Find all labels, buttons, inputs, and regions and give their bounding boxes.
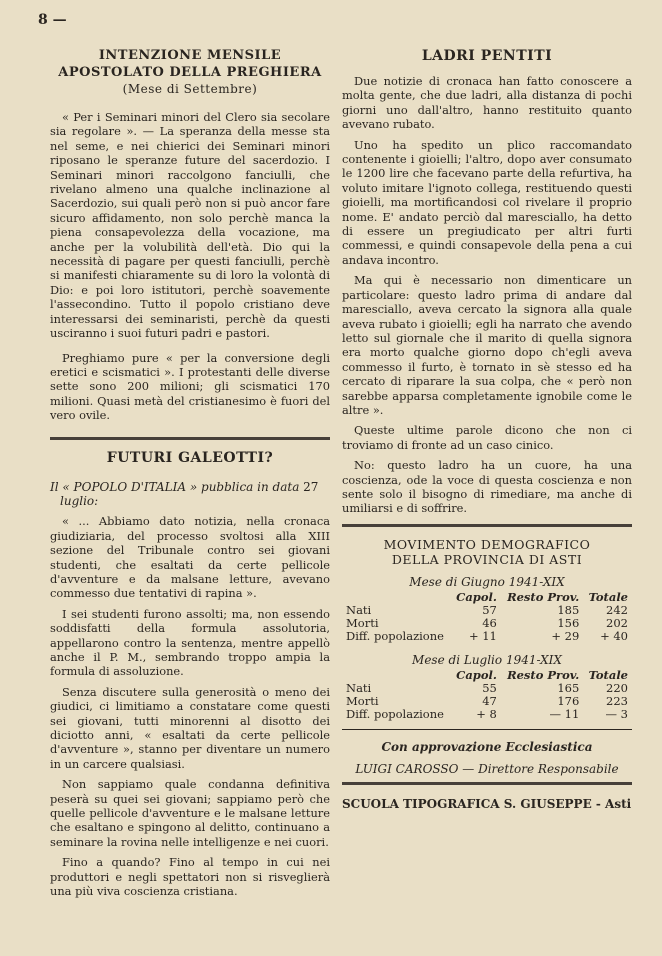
intention-paragraph-1: « Per i Seminari minori del Clero sia secolare sia regolare ». — La speranza della messe sta nel seme, e nei chierici dei Seminari minori riposano le speranze future del sacerdozio. I Seminari minori raccolgono fanciulli, che rivelano almeno una qualche inclinazione al Sacerdozio, sui quali però non si può ancor fare sicuro affidamento, non solo perchè manca la piena consapevolezza della vocazione, ma anche per la volubilità dell'età. Dio qui la necessità di pagare per questi fanciulli, perchè si manifesti chiaramente su di loro la volontà di Dio: e poi loro istitutori, perchè soavemente l'assecondino. Tutto il popolo cristiano deve interessarsi dei seminaristi, perchè da questi usciranno i suoi futuri padri e pastori. (50, 110, 330, 341)
ladri-paragraph-4: Queste ultime parole dicono che non ci troviamo di fronte ad un caso cinico. (342, 423, 632, 452)
july-table (342, 669, 632, 721)
july-col-totale: Totale (588, 667, 628, 682)
galeotti-paragraph-1: « ... Abbiamo dato notizia, nella cronaca giudiziaria, del processo svoltosi alla XIII sezione del Tribunale contro sei giovani studenti, che esaltati da certe pellicole d'avventure e da malsane letture, avevano commesso due tentativi di rapina ». (50, 514, 330, 601)
intro-day: 27 (303, 479, 319, 494)
cell: + 29 (551, 628, 580, 643)
june-col-resto: Resto Prov. (507, 589, 580, 604)
june-header-row (342, 591, 632, 604)
intro-text: Il « POPOLO D'ITALIA » pubblica in data (50, 479, 304, 494)
cell: 165 (557, 680, 580, 695)
cell: 176 (557, 693, 580, 708)
printer-line: SCUOLA TIPOGRAFICA S. GIUSEPPE - Asti (342, 796, 632, 811)
demo-title-2: DELLA PROVINCIA DI ASTI (391, 551, 583, 567)
cell: + 40 (600, 628, 628, 643)
apostolate-title: APOSTOLATO DELLA PREGHIERA (58, 65, 322, 80)
month-subtitle: (Mese di Settembre) (122, 82, 258, 96)
july-heading: Mese di Luglio 1941-XIX (412, 652, 562, 667)
cell: 46 (482, 615, 497, 630)
cell: 202 (606, 615, 628, 630)
table-row (342, 695, 632, 708)
intention-paragraph-2: Preghiamo pure « per la conversione degli eretici e scismatici ». I protestanti delle diverse sette sono 200 milioni; gli scismatici 170 milioni. Quasi metà del cristianesimo è fuori del vero ovile. (50, 350, 330, 423)
row-label: Nati (346, 680, 372, 695)
june-col-capol: Capol. (456, 589, 497, 604)
ladri-paragraph-1: Due notizie di cronaca han fatto conoscere a molta gente, che due ladri, alla distanza di pochi giorni uno dall'altro, hanno restituito quanto avevano rubato. (342, 74, 632, 132)
galeotti-paragraph-2: I sei studenti furono assolti; ma, non essendo soddisfatti della formula assolutoria, appellarono contro la sentenza, mentre appellò anche il P. M., sembrando troppo ampia la formula di assoluzione. (50, 606, 330, 679)
cell: 156 (557, 615, 580, 630)
footer-divider (342, 782, 632, 785)
cell: — 3 (605, 706, 628, 721)
galeotti-intro (50, 480, 330, 509)
galeotti-paragraph-4: Non sappiamo quale condanna definitiva peserà su quei sei giovani; sappiamo però che quelle pellicole d'avventure e le malsane letture che esaltano e spingono al delitto, continuano a seminare la rovina nelle intelligenze e nei cuori. (50, 777, 330, 849)
intention-title: INTENZIONE MENSILE (98, 48, 282, 63)
intro-month: luglio: (60, 493, 99, 508)
thin-divider (342, 729, 632, 730)
row-label: Morti (346, 693, 379, 708)
left-column (50, 48, 330, 905)
cell: 223 (606, 693, 628, 708)
page-number: 8 — (38, 12, 67, 28)
row-label: Diff. popolazione (346, 706, 444, 721)
section-divider (50, 437, 330, 440)
section-divider-right (342, 524, 632, 527)
galeotti-paragraph-5: Fino a quando? Fino al tempo in cui nei produttori e negli spettatori non si risveglierà una più viva coscienza cristiana. (50, 855, 330, 899)
july-col-resto: Resto Prov. (507, 667, 580, 682)
row-label: Morti (346, 615, 379, 630)
june-heading: Mese di Giugno 1941-XIX (409, 574, 565, 589)
row-label: Nati (346, 602, 372, 617)
july-col-capol: Capol. (456, 667, 497, 682)
ladri-paragraph-5: No: questo ladro ha un cuore, ha una coscienza, ode la voce di questa coscienza e non sente solo il bisogno di rimediare, ma anche di umiliarsi e di soffrire. (342, 458, 632, 516)
galeotti-paragraph-3: Senza discutere sulla generosità o meno dei giudici, ci limitiamo a constatare come questi sei giovani, tutti minorenni al disotto dei diciotto anni, « esaltati da certe pellicole d'avventure », stanno per diventare un numero in un carcere qualsiasi. (50, 684, 330, 771)
table-row (342, 682, 632, 695)
row-label: Diff. popolazione (346, 628, 444, 643)
june-col-totale: Totale (588, 589, 628, 604)
cell: 55 (482, 680, 497, 695)
ladri-title: LADRI PENTITI (421, 48, 553, 64)
approval-line: Con approvazione Ecclesiastica (381, 739, 593, 754)
cell: 185 (557, 602, 580, 617)
ladri-paragraph-3: Ma qui è necessario non dimenticare un particolare: questo ladro prima di andare dal maresciallo, aveva cercato la signora alla quale aveva rubato i gioielli; egli ha narrato che avendo letto sul giornale che il marito di quella signora era morto qualche giorno dopo ch'egli aveva commesso il furto, è tornato in sè stesso ed ha cercato di riparare la sua colpa, che « però non sarebbe apparsa completamente ignobile come le altre ». (342, 273, 632, 417)
july-header-row (342, 669, 632, 682)
table-row (342, 617, 632, 630)
ladri-paragraph-2: Uno ha spedito un plico raccomandato contenente i gioielli; l'altro, dopo aver consumato le 1200 lire che facevano parte della refurtiva, ha voluto imitare l'ignoto collega, restituendo questi gioielli, ma mortificandosi col rivelare il proprio nome. E' andato perciò dal maresciallo, ha detto di essere un pregiudicato per altri furti commessi, e quindi consapevole della pena a cui andava incontro. (342, 137, 632, 267)
director-line: LUIGI CAROSSO — Direttore Responsabile (355, 761, 619, 776)
cell: + 8 (476, 706, 497, 721)
table-row (342, 630, 632, 643)
demo-title-1: MOVIMENTO DEMOGRAFICO (383, 536, 591, 552)
right-column (342, 48, 632, 811)
cell: 242 (606, 602, 628, 617)
cell: 47 (482, 693, 497, 708)
galeotti-title: FUTURI GALEOTTI? (106, 449, 274, 466)
cell: 220 (606, 680, 628, 695)
table-row (342, 708, 632, 721)
june-table (342, 591, 632, 643)
cell: 57 (482, 602, 497, 617)
cell: + 11 (468, 628, 497, 643)
cell: — 11 (549, 706, 580, 721)
table-row (342, 604, 632, 617)
